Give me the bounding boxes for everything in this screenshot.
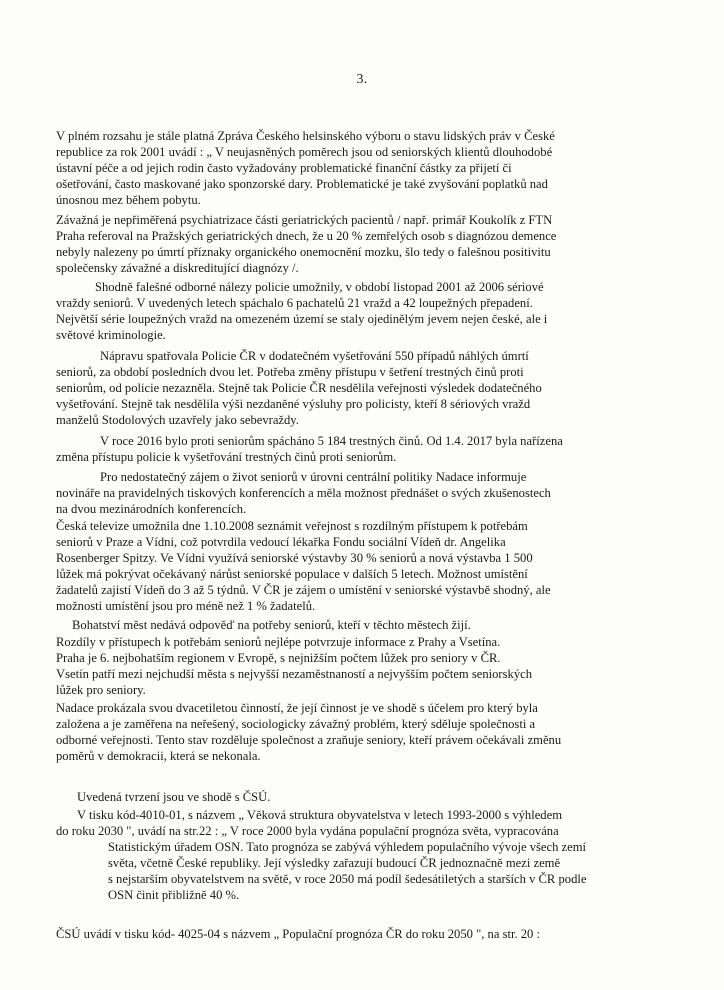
- text-line: s nejstarším obyvatelstvem na světě, v roce 2050 má podíl šedesátiletých a starších v ČR podle: [108, 872, 587, 886]
- text-line: Uvedená tvrzení jsou ve shodě s ČSÚ.: [77, 790, 271, 804]
- text-line: Statistickým úřadem OSN. Tato prognóza se zabývá výhledem populačního vývoje všech zemí: [108, 840, 587, 854]
- text-line: založena a je zaměřena na neřešený, sociologicky závažný problém, který sděluje společnosti a: [56, 717, 536, 731]
- text-line: seniorů v Praze a Vídni, což potvrdila vedoucí lékařka Fondu sociální Vídeň dr. Angelika: [56, 535, 506, 549]
- text-line: Praha referoval na Pražských geriatrických dnech, že u 20 % zemřelých osob s diagnózou demence: [56, 229, 557, 243]
- text-line: nebyly nalezeny po úmrtí příznaky organického onemocnění mozku, šlo tedy o falešnou positivitu: [56, 245, 551, 259]
- text-line: únosnou mez během pobytu.: [56, 193, 201, 207]
- text-line: OSN činit přibližně 40 %.: [108, 888, 240, 902]
- text-line: poměrů v demokracii, která se nekonala.: [56, 749, 261, 763]
- text-line: vraždy seniorů. V uvedených letech spáchalo 6 pachatelů 21 vražd a 42 loupežných přepadení.: [56, 296, 533, 310]
- text-line: manželů Stodolových uzavřely jako sebevraždy.: [56, 413, 299, 427]
- text-line: možnosti umístění jsou pro méně než 1 % žadatelů.: [56, 599, 316, 613]
- text-line: seniorům, od policie nezazněla. Stejně tak Policie ČR nesdělila veřejnosti výsledek dodatečného: [56, 381, 542, 395]
- text-line: Největší série loupežných vražd na omezeném území se staly ojedinělým jevem nejen české, ale i: [56, 312, 548, 326]
- text-line: Česká televize umožnila dne 1.10.2008 seznámit veřejnost s rozdílným přístupem k potřebám: [56, 519, 528, 533]
- text-line: Bohatství měst nedává odpověď na potřeby seniorů, kteří v těchto městech žijí.: [72, 618, 471, 632]
- text-line: lůžek má pokrývat očekávaný nárůst seniorské populace v dalších 5 letech. Možnost umístění: [56, 567, 528, 581]
- text-line: V roce 2016 bylo proti seniorům spácháno 5 184 trestných činů. Od 1.4. 2017 byla nařízena: [100, 434, 563, 448]
- text-line: Nápravu spatřovala Policie ČR v dodatečném vyšetřování 550 případů náhlých úmrtí: [100, 349, 529, 363]
- text-line: vyšetřování. Stejně tak nesdělila výši nezdaněné výsluhy pro policisty, kteří 8 sériových vražd: [56, 397, 531, 411]
- text-line: Pro nedostatečný zájem o život seniorů v úrovni centrální politiky Nadace informuje: [100, 470, 527, 484]
- text-line: ČSÚ uvádí v tisku kód- 4025-04 s názvem „ Populační prognóza ČR do roku 2050 ", na str. 20 :: [56, 927, 541, 941]
- text-line: novináře na pravidelných tiskových konferencích a měla možnost přednášet o svých zkušenostech: [56, 486, 551, 500]
- text-line: změna přístupu policie k vyšetřování trestných činů proti seniorům.: [56, 450, 397, 464]
- text-line: do roku 2030 ", uvádí na str.22 : „ V roce 2000 byla vydána populační prognóza světa, vypracována: [56, 824, 559, 838]
- text-line: V plném rozsahu je stále platná Zpráva Českého helsinského výboru o stavu lidských práv v České: [56, 129, 555, 143]
- text-line: společensky závažné a diskreditující diagnózy /.: [56, 261, 299, 275]
- text-line: žadatelů zajistí Vídeň do 3 až 5 týdnů. V ČR je zájem o umístění v seniorské výstavbě shodný, ale: [56, 583, 551, 597]
- text-line: světa, včetně České republiky. Její výsledky zařazují budoucí ČR jednoznačně mezi země: [108, 856, 561, 870]
- text-line: světové kriminologie.: [56, 328, 166, 342]
- text-line: Nadace prokázala svou dvacetiletou činností, že její činnost je ve shodě s účelem pro který byla: [56, 701, 538, 715]
- page-number: 3.: [356, 72, 368, 87]
- text-line: odborné veřejnosti. Tento stav rozděluje společnost a zraňuje seniory, kteří právem očekávali změnu: [56, 733, 562, 747]
- text-line: na dvou mezinárodních konferencích.: [56, 502, 247, 516]
- text-line: republice za rok 2001 uvádí : „ V neujasněných poměrech jsou od seniorských klientů dlouhodobé: [56, 145, 553, 159]
- text-line: Vsetín patří mezi nejchudší města s nejvyšší nezaměstnaností a nejvyšším počtem seniorských: [56, 667, 533, 681]
- text-line: Rozdíly v přístupech k potřebám seniorů nejlépe potvrzuje informace z Prahy a Vsetína.: [56, 635, 501, 649]
- text-line: V tisku kód-4010-01, s názvem „ Věková struktura obyvatelstva v letech 1993-2000 s výhledem: [77, 808, 562, 822]
- text-line: seniorů, za období posledních dvou let. Potřeba změny přístupu v šetření trestných činů proti: [56, 365, 524, 379]
- text-line: Rosenberger Spitzy. Ve Vídni využívá seniorské výstavby 30 % seniorů a nová výstavba 1 500: [56, 551, 533, 565]
- text-line: Shodně falešné odborné nálezy policie umožnily, v období listopad 2001 až 2006 sériové: [95, 280, 544, 294]
- text-line: ústavní péče a od jejich rodin často vyžadovány problematické finanční částky za přijetí či: [56, 161, 512, 175]
- text-line: lůžek pro seniory.: [56, 683, 146, 697]
- text-line: Praha je 6. nejbohatším regionem v Evropě, s nejnižším počtem lůžek pro seniory v ČR.: [56, 651, 501, 665]
- text-line: Závažná je nepřiměřená psychiatrizace části geriatrických pacientů / např. primář Koukolík z FTN: [56, 213, 553, 227]
- text-line: ošetřování, často maskované jako sponzorské dary. Problematické je také zvyšování poplatků nad: [56, 177, 548, 191]
